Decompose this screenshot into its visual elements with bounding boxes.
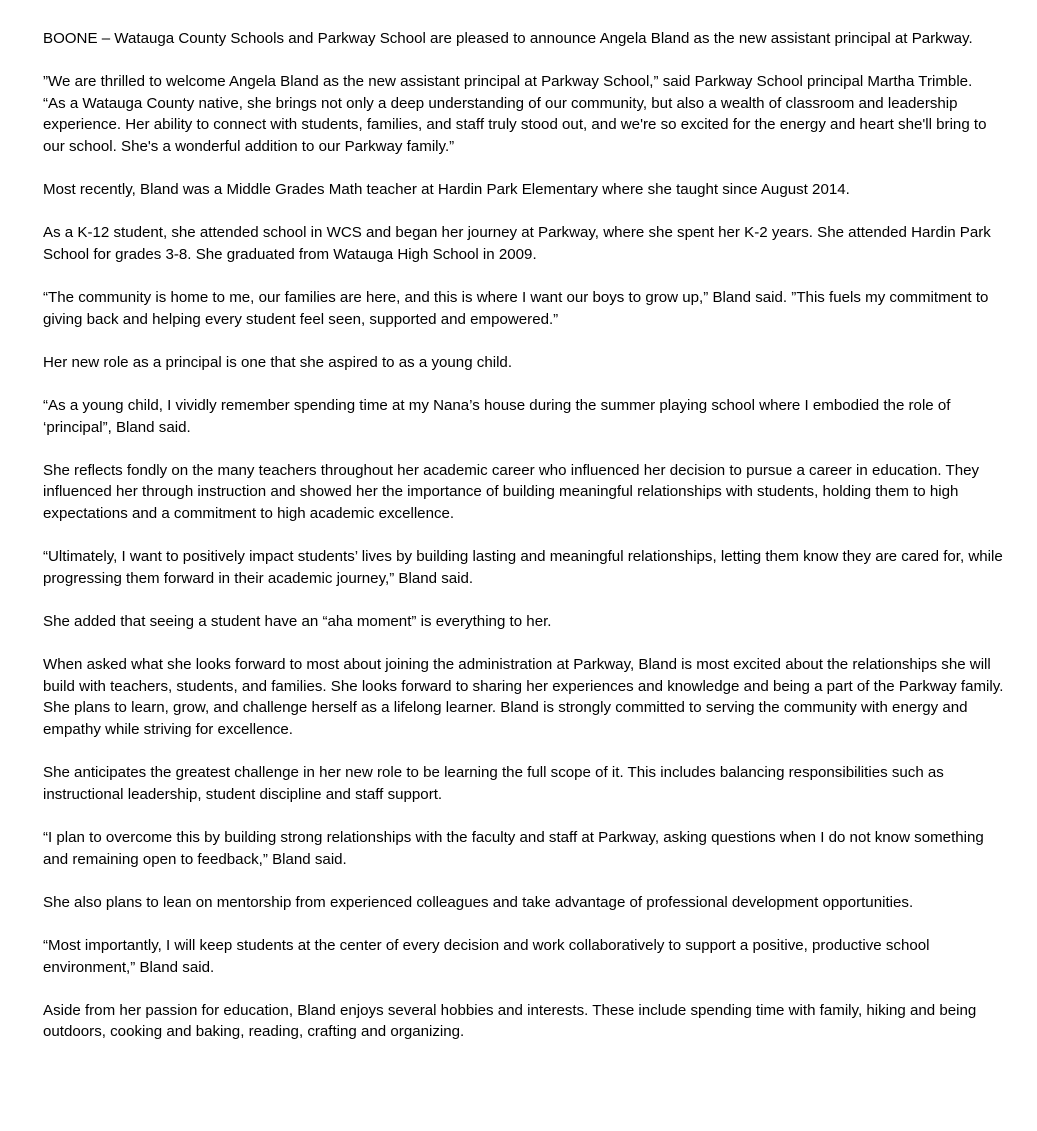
paragraph-quote-childhood: “As a young child, I vividly remember spending time at my Nana’s house during the summer playing school where I embodied the role of ‘principal”, Bland said. [43, 397, 951, 436]
paragraph-quote-overcome: “I plan to overcome this by building strong relationships with the faculty and staff at Parkway, asking questions when I do not know something and remaining open to feedback,” Bland said. [43, 828, 984, 868]
paragraph-aha-moment: She added that seeing a student have an “aha moment” is everything to her. [43, 613, 552, 631]
paragraph-quote-students-center: “Most importantly, I will keep students at the center of every decision and work collaboratively to support a positive, productive school environment,” Bland said. [43, 936, 930, 976]
paragraph-teachers-influence: She reflects fondly on the many teachers throughout her academic career who influenced her decision to pursue a career in education. They influenced her through instruction and showed her the importance of building meaningful relationships with students, holding them to high expectations and a commitment to high academic excellence. [43, 461, 980, 523]
paragraph-looking-forward: When asked what she looks forward to most about joining the administration at Parkway, Bland is most excited about the relationships she will build with teachers, students, and families. She looks forward to sharing her experiences and knowledge and being a part of the Parkway family. She plans to learn, grow, and challenge herself as a lifelong learner. Bland is strongly committed to serving the community with energy and empathy while striving for excellence. [43, 656, 1004, 738]
paragraph-quote-trimble: ”We are thrilled to welcome Angela Bland as the new assistant principal at Parkway School,” said Parkway School principal Martha Trimble. [43, 73, 973, 91]
article-body [43, 28, 1008, 1065]
paragraph-aspiration: Her new role as a principal is one that she aspired to as a young child. [43, 353, 513, 371]
paragraph-hobbies: Aside from her passion for education, Bland enjoys several hobbies and interests. These include spending time with family, hiking and being outdoors, cooking and baking, reading, crafting and organizing. [43, 1001, 977, 1041]
paragraph-education-history: As a K-12 student, she attended school in WCS and began her journey at Parkway, where she spent her K-2 years. She attended Hardin Park School for grades 3-8. She graduated from Watauga High School in 2009. [43, 224, 991, 263]
paragraph-quote-trimble-continued: “As a Watauga County native, she brings not only a deep understanding of our community, but also a wealth of classroom and leadership experience. Her ability to connect with students, families, and staff truly stood out, and we're so excited for the energy and heart she'll bring to our school. She's a wonderful addition to our Parkway family.” [43, 94, 987, 155]
paragraph-quote-community: “The community is home to me, our families are here, and this is where I want our boys to grow up,” Bland said. ”This fuels my commitment to giving back and helping every student feel seen, supported and empowered.” [43, 289, 989, 328]
paragraph-quote-impact: “Ultimately, I want to positively impact students’ lives by building lasting and meaningful relationships, letting them know they are cared for, while progressing them forward in their academic journey,” Bland said. [43, 548, 1003, 587]
paragraph-intro: BOONE – Watauga County Schools and Parkway School are pleased to announce Angela Bland as the new assistant principal at Parkway. [43, 30, 973, 47]
paragraph-recent-role: Most recently, Bland was a Middle Grades Math teacher at Hardin Park Elementary where she taught since August 2014. [43, 181, 850, 199]
paragraph-challenge: She anticipates the greatest challenge in her new role to be learning the full scope of it. This includes balancing responsibilities such as instructional leadership, student discipline and staff support. [43, 764, 944, 803]
paragraph-mentorship: She also plans to lean on mentorship from experienced colleagues and take advantage of professional development opportunities. [43, 893, 914, 911]
